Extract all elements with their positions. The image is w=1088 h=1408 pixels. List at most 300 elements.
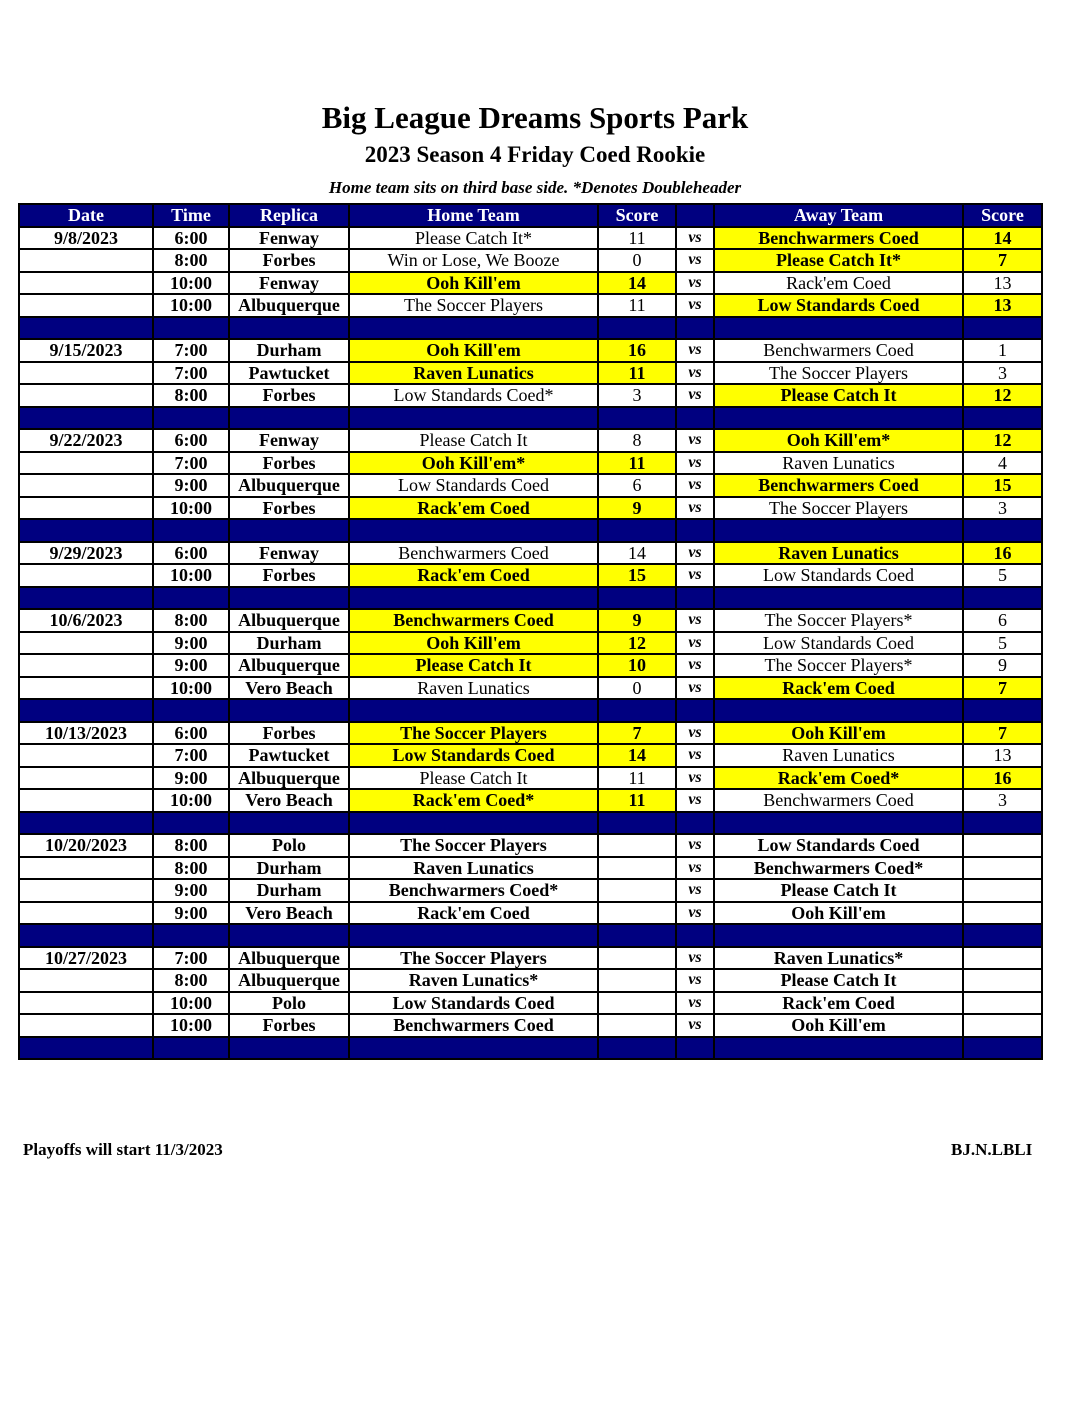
time-cell: 8:00 (153, 857, 229, 880)
vs-cell: vs (676, 789, 714, 812)
home-team-cell: Rack'em Coed (349, 564, 598, 587)
time-cell: 8:00 (153, 249, 229, 272)
page-subtitle: 2023 Season 4 Friday Coed Rookie (364, 142, 706, 167)
header-replica: Replica (229, 204, 349, 227)
home-score-cell (598, 834, 676, 857)
home-team-cell: Raven Lunatics (349, 857, 598, 880)
separator-cell (714, 924, 963, 947)
separator-cell (963, 587, 1042, 610)
separator-cell (714, 812, 963, 835)
away-score-cell: 12 (963, 384, 1042, 407)
home-team-cell: Please Catch It (349, 767, 598, 790)
header-vs (676, 204, 714, 227)
date-cell: 9/8/2023 (19, 227, 153, 250)
separator-cell (963, 812, 1042, 835)
replica-cell: Forbes (229, 564, 349, 587)
away-score-cell (963, 879, 1042, 902)
separator-cell (229, 1037, 349, 1060)
home-score-cell: 11 (598, 452, 676, 475)
date-cell (19, 384, 153, 407)
time-cell: 7:00 (153, 362, 229, 385)
home-team-cell: Rack'em Coed (349, 902, 598, 925)
home-score-cell (598, 992, 676, 1015)
home-team-cell: Low Standards Coed (349, 992, 598, 1015)
away-score-cell: 14 (963, 227, 1042, 250)
date-cell (19, 294, 153, 317)
replica-cell: Albuquerque (229, 294, 349, 317)
separator-cell (349, 812, 598, 835)
away-team-cell: Raven Lunatics (714, 744, 963, 767)
game-row (19, 249, 1042, 272)
game-row (19, 834, 1042, 857)
replica-cell: Forbes (229, 452, 349, 475)
home-score-cell: 9 (598, 497, 676, 520)
time-cell: 10:00 (153, 564, 229, 587)
home-score-cell: 11 (598, 227, 676, 250)
replica-cell: Fenway (229, 272, 349, 295)
home-team-cell: Rack'em Coed (349, 497, 598, 520)
home-score-cell: 14 (598, 542, 676, 565)
date-cell (19, 452, 153, 475)
vs-cell: vs (676, 564, 714, 587)
replica-cell: Fenway (229, 227, 349, 250)
separator-cell (19, 519, 153, 542)
replica-cell: Forbes (229, 249, 349, 272)
separator-cell (963, 699, 1042, 722)
separator-cell (598, 1037, 676, 1060)
time-cell: 8:00 (153, 384, 229, 407)
away-team-cell: Ooh Kill'em* (714, 429, 963, 452)
vs-cell: vs (676, 902, 714, 925)
away-score-cell (963, 857, 1042, 880)
game-row (19, 362, 1042, 385)
replica-cell: Pawtucket (229, 744, 349, 767)
away-score-cell: 13 (963, 294, 1042, 317)
replica-cell: Forbes (229, 1014, 349, 1037)
week-separator-row (19, 317, 1042, 340)
home-team-cell: Low Standards Coed (349, 744, 598, 767)
replica-cell: Albuquerque (229, 609, 349, 632)
game-row (19, 384, 1042, 407)
separator-cell (676, 812, 714, 835)
game-row (19, 722, 1042, 745)
away-score-cell (963, 834, 1042, 857)
date-cell: 10/13/2023 (19, 722, 153, 745)
schedule-table (18, 203, 1043, 1060)
time-cell: 10:00 (153, 294, 229, 317)
home-team-cell: Please Catch It (349, 429, 598, 452)
home-team-cell: Raven Lunatics (349, 677, 598, 700)
separator-cell (19, 924, 153, 947)
home-team-cell: Benchwarmers Coed* (349, 879, 598, 902)
separator-cell (349, 699, 598, 722)
away-team-cell: Raven Lunatics (714, 542, 963, 565)
replica-cell: Durham (229, 632, 349, 655)
game-row (19, 429, 1042, 452)
home-team-cell: Raven Lunatics (349, 362, 598, 385)
away-score-cell: 4 (963, 452, 1042, 475)
away-team-cell: Raven Lunatics (714, 452, 963, 475)
away-team-cell: Raven Lunatics* (714, 947, 963, 970)
separator-cell (676, 924, 714, 947)
home-team-cell: Benchwarmers Coed (349, 1014, 598, 1037)
header-date: Date (19, 204, 153, 227)
time-cell: 7:00 (153, 947, 229, 970)
vs-cell: vs (676, 1014, 714, 1037)
week-separator-row (19, 924, 1042, 947)
separator-cell (963, 407, 1042, 430)
home-score-cell (598, 969, 676, 992)
time-cell: 9:00 (153, 474, 229, 497)
home-score-cell (598, 857, 676, 880)
table-header-row (19, 204, 1042, 227)
time-cell: 6:00 (153, 542, 229, 565)
away-team-cell: The Soccer Players (714, 362, 963, 385)
away-team-cell: Ooh Kill'em (714, 1014, 963, 1037)
date-cell (19, 654, 153, 677)
away-score-cell: 16 (963, 542, 1042, 565)
home-score-cell: 11 (598, 789, 676, 812)
replica-cell: Durham (229, 857, 349, 880)
separator-cell (598, 519, 676, 542)
vs-cell: vs (676, 339, 714, 362)
home-score-cell: 11 (598, 294, 676, 317)
away-team-cell: Low Standards Coed (714, 294, 963, 317)
time-cell: 9:00 (153, 767, 229, 790)
vs-cell: vs (676, 474, 714, 497)
replica-cell: Forbes (229, 722, 349, 745)
separator-cell (153, 587, 229, 610)
separator-cell (349, 407, 598, 430)
separator-cell (598, 812, 676, 835)
game-row (19, 294, 1042, 317)
separator-cell (229, 812, 349, 835)
separator-cell (19, 1037, 153, 1060)
replica-cell: Forbes (229, 497, 349, 520)
date-cell (19, 272, 153, 295)
vs-cell: vs (676, 677, 714, 700)
vs-cell: vs (676, 632, 714, 655)
game-row (19, 767, 1042, 790)
home-score-cell: 11 (598, 362, 676, 385)
game-row (19, 902, 1042, 925)
home-team-cell: Please Catch It* (349, 227, 598, 250)
away-score-cell (963, 1014, 1042, 1037)
playoffs-note: Playoffs will start 11/3/2023 (23, 1140, 223, 1159)
home-score-cell: 12 (598, 632, 676, 655)
away-team-cell: Ooh Kill'em (714, 722, 963, 745)
replica-cell: Fenway (229, 542, 349, 565)
game-row (19, 609, 1042, 632)
date-cell (19, 249, 153, 272)
away-team-cell: Benchwarmers Coed* (714, 857, 963, 880)
date-cell (19, 1014, 153, 1037)
vs-cell: vs (676, 452, 714, 475)
home-team-cell: Ooh Kill'em (349, 272, 598, 295)
game-row (19, 564, 1042, 587)
date-cell (19, 992, 153, 1015)
home-team-cell: Please Catch It (349, 654, 598, 677)
away-team-cell: Benchwarmers Coed (714, 339, 963, 362)
time-cell: 9:00 (153, 654, 229, 677)
away-team-cell: Rack'em Coed (714, 677, 963, 700)
separator-cell (963, 924, 1042, 947)
vs-cell: vs (676, 497, 714, 520)
away-score-cell (963, 969, 1042, 992)
time-cell: 10:00 (153, 677, 229, 700)
home-team-cell: The Soccer Players (349, 834, 598, 857)
vs-cell: vs (676, 834, 714, 857)
game-row (19, 1014, 1042, 1037)
header-away-score: Score (963, 204, 1042, 227)
time-cell: 10:00 (153, 272, 229, 295)
header-home-team: Home Team (349, 204, 598, 227)
separator-cell (153, 812, 229, 835)
separator-cell (153, 924, 229, 947)
vs-cell: vs (676, 384, 714, 407)
separator-cell (153, 519, 229, 542)
home-score-cell: 10 (598, 654, 676, 677)
home-score-cell: 16 (598, 339, 676, 362)
time-cell: 6:00 (153, 429, 229, 452)
date-cell (19, 902, 153, 925)
away-team-cell: Low Standards Coed (714, 834, 963, 857)
away-team-cell: Benchwarmers Coed (714, 227, 963, 250)
away-team-cell: Benchwarmers Coed (714, 789, 963, 812)
separator-cell (153, 407, 229, 430)
game-row (19, 227, 1042, 250)
separator-cell (229, 407, 349, 430)
header-home-score: Score (598, 204, 676, 227)
game-row (19, 272, 1042, 295)
vs-cell: vs (676, 654, 714, 677)
separator-cell (963, 519, 1042, 542)
date-cell (19, 497, 153, 520)
home-score-cell (598, 902, 676, 925)
home-score-cell: 0 (598, 677, 676, 700)
date-cell (19, 564, 153, 587)
away-team-cell: The Soccer Players (714, 497, 963, 520)
home-score-cell (598, 1014, 676, 1037)
game-row (19, 452, 1042, 475)
time-cell: 6:00 (153, 722, 229, 745)
vs-cell: vs (676, 272, 714, 295)
time-cell: 7:00 (153, 452, 229, 475)
away-score-cell (963, 992, 1042, 1015)
separator-cell (349, 924, 598, 947)
home-score-cell (598, 947, 676, 970)
vs-cell: vs (676, 249, 714, 272)
away-score-cell: 3 (963, 789, 1042, 812)
separator-cell (714, 587, 963, 610)
home-team-cell: Low Standards Coed (349, 474, 598, 497)
time-cell: 10:00 (153, 789, 229, 812)
time-cell: 10:00 (153, 992, 229, 1015)
vs-cell: vs (676, 857, 714, 880)
vs-cell: vs (676, 429, 714, 452)
game-row (19, 677, 1042, 700)
game-row (19, 654, 1042, 677)
away-score-cell: 6 (963, 609, 1042, 632)
page-title: Big League Dreams Sports Park (321, 100, 749, 135)
date-cell: 10/20/2023 (19, 834, 153, 857)
week-separator-row (19, 407, 1042, 430)
separator-cell (676, 587, 714, 610)
date-cell (19, 879, 153, 902)
replica-cell: Vero Beach (229, 902, 349, 925)
separator-cell (598, 317, 676, 340)
separator-cell (676, 317, 714, 340)
time-cell: 9:00 (153, 902, 229, 925)
home-team-cell: Ooh Kill'em (349, 632, 598, 655)
home-team-cell: Benchwarmers Coed (349, 542, 598, 565)
replica-cell: Vero Beach (229, 789, 349, 812)
separator-cell (153, 317, 229, 340)
game-row (19, 632, 1042, 655)
game-row (19, 992, 1042, 1015)
time-cell: 7:00 (153, 339, 229, 362)
vs-cell: vs (676, 362, 714, 385)
separator-cell (676, 699, 714, 722)
separator-cell (229, 519, 349, 542)
game-row (19, 857, 1042, 880)
away-score-cell: 13 (963, 272, 1042, 295)
separator-cell (598, 699, 676, 722)
vs-cell: vs (676, 609, 714, 632)
away-team-cell: Benchwarmers Coed (714, 474, 963, 497)
away-team-cell: Rack'em Coed (714, 272, 963, 295)
replica-cell: Durham (229, 879, 349, 902)
separator-cell (229, 924, 349, 947)
date-cell: 10/27/2023 (19, 947, 153, 970)
home-score-cell: 14 (598, 744, 676, 767)
separator-cell (19, 699, 153, 722)
away-score-cell: 7 (963, 249, 1042, 272)
time-cell: 8:00 (153, 834, 229, 857)
separator-cell (676, 407, 714, 430)
game-row (19, 339, 1042, 362)
separator-cell (229, 699, 349, 722)
away-score-cell (963, 947, 1042, 970)
vs-cell: vs (676, 879, 714, 902)
date-cell: 9/15/2023 (19, 339, 153, 362)
vs-cell: vs (676, 969, 714, 992)
away-team-cell: Please Catch It (714, 969, 963, 992)
home-score-cell: 14 (598, 272, 676, 295)
home-team-cell: Win or Lose, We Booze (349, 249, 598, 272)
replica-cell: Albuquerque (229, 767, 349, 790)
home-score-cell: 15 (598, 564, 676, 587)
separator-cell (349, 1037, 598, 1060)
separator-cell (19, 407, 153, 430)
game-row (19, 744, 1042, 767)
footer-code: BJ.N.LBLI (951, 1140, 1033, 1159)
schedule-body (19, 227, 1042, 1060)
away-score-cell: 12 (963, 429, 1042, 452)
vs-cell: vs (676, 542, 714, 565)
vs-cell: vs (676, 992, 714, 1015)
separator-cell (598, 587, 676, 610)
separator-cell (349, 519, 598, 542)
date-cell (19, 632, 153, 655)
time-cell: 10:00 (153, 497, 229, 520)
replica-cell: Albuquerque (229, 947, 349, 970)
date-cell (19, 969, 153, 992)
separator-cell (963, 1037, 1042, 1060)
home-team-cell: The Soccer Players (349, 947, 598, 970)
vs-cell: vs (676, 767, 714, 790)
time-cell: 8:00 (153, 609, 229, 632)
replica-cell: Albuquerque (229, 969, 349, 992)
away-team-cell: Ooh Kill'em (714, 902, 963, 925)
away-score-cell: 7 (963, 722, 1042, 745)
date-cell (19, 677, 153, 700)
away-score-cell: 7 (963, 677, 1042, 700)
away-score-cell: 9 (963, 654, 1042, 677)
separator-cell (963, 317, 1042, 340)
away-score-cell: 15 (963, 474, 1042, 497)
date-cell: 9/22/2023 (19, 429, 153, 452)
separator-cell (229, 587, 349, 610)
game-row (19, 497, 1042, 520)
time-cell: 10:00 (153, 1014, 229, 1037)
separator-cell (714, 407, 963, 430)
away-team-cell: Please Catch It (714, 879, 963, 902)
game-row (19, 947, 1042, 970)
game-row (19, 474, 1042, 497)
separator-cell (349, 317, 598, 340)
separator-cell (229, 317, 349, 340)
date-cell (19, 767, 153, 790)
separator-cell (19, 317, 153, 340)
home-score-cell: 6 (598, 474, 676, 497)
away-team-cell: Rack'em Coed* (714, 767, 963, 790)
home-team-cell: Benchwarmers Coed (349, 609, 598, 632)
away-score-cell: 3 (963, 362, 1042, 385)
away-team-cell: Rack'em Coed (714, 992, 963, 1015)
date-cell (19, 857, 153, 880)
vs-cell: vs (676, 722, 714, 745)
away-team-cell: Please Catch It (714, 384, 963, 407)
time-cell: 6:00 (153, 227, 229, 250)
date-cell: 10/6/2023 (19, 609, 153, 632)
away-score-cell: 5 (963, 564, 1042, 587)
separator-cell (676, 1037, 714, 1060)
away-score-cell: 3 (963, 497, 1042, 520)
vs-cell: vs (676, 227, 714, 250)
game-row (19, 542, 1042, 565)
vs-cell: vs (676, 947, 714, 970)
home-score-cell: 8 (598, 429, 676, 452)
home-team-cell: The Soccer Players (349, 722, 598, 745)
time-cell: 9:00 (153, 879, 229, 902)
separator-cell (598, 407, 676, 430)
week-separator-row (19, 812, 1042, 835)
schedule-note: Home team sits on third base side. *Denotes Doubleheader (328, 178, 742, 197)
home-team-cell: Ooh Kill'em (349, 339, 598, 362)
date-cell: 9/29/2023 (19, 542, 153, 565)
header-away-team: Away Team (714, 204, 963, 227)
replica-cell: Albuquerque (229, 654, 349, 677)
game-row (19, 789, 1042, 812)
week-separator-row (19, 519, 1042, 542)
time-cell: 8:00 (153, 969, 229, 992)
replica-cell: Polo (229, 992, 349, 1015)
date-cell (19, 789, 153, 812)
vs-cell: vs (676, 744, 714, 767)
away-team-cell: Please Catch It* (714, 249, 963, 272)
home-team-cell: Low Standards Coed* (349, 384, 598, 407)
